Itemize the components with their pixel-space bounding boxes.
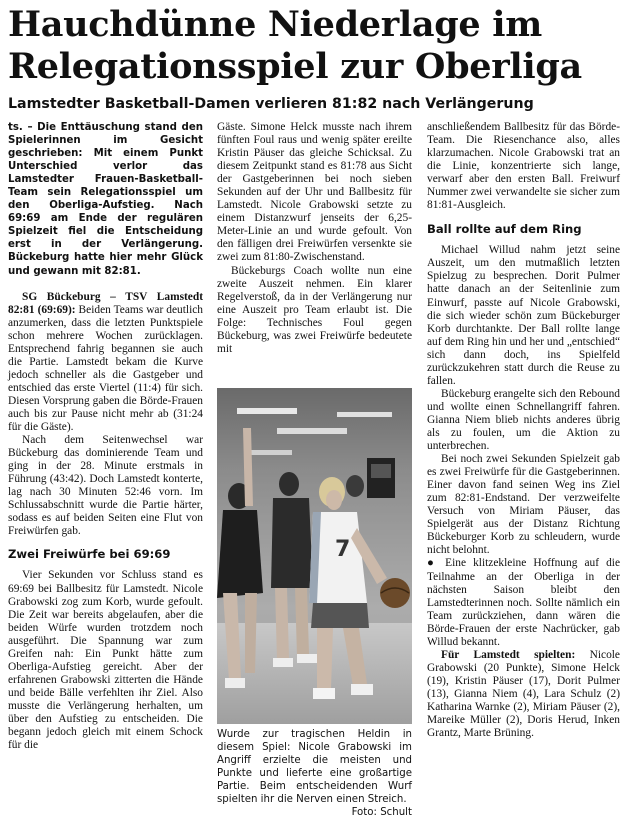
article-column-1	[8, 121, 203, 752]
article-column-2	[217, 121, 412, 356]
paragraph: ● Eine klitzekleine Hoffnung auf die Teilnahme an der Oberliga in der nächsten Saison bleibt den Lamstedterinnen noch. Sollte nämlich ein Team zurückziehen, dann wären die Börde-Frauen der erste Nachrücker, gab Willud bekannt.	[427, 557, 620, 648]
paragraph	[8, 291, 203, 435]
paragraph: Bei noch zwei Sekunden Spielzeit gab es zwei Freiwürfe für die Gastgeberinnen. Einer davon fand seinen Weg ins Ziel zum 82:81-Endstand. Der verzweifelte Versuch von Miriam Päuser, das Spielgerät aus der Distanz Richtung Bückeburger Korb zu schleudern, wurde nicht belohnt.	[427, 453, 620, 557]
paragraph: Nach dem Seitenwechsel war Bückeburg das dominierende Team und ging in der 28. Minute erstmals in Führung (43:42). Doch Lamstedt konterte, lag nach 30 Minuten 52:46 vorn. Im Schlussabschnitt wurde die Partie härter, sodass es auf beiden Seiten eine Flut von Freiwürfen gab.	[8, 434, 203, 538]
lineup-text: Nicole Grabowski (20 Punkte), Simone Helck (19), Kristin Päuser (17), Dorit Pulmer (13), Gianna Niem (4), Lara Schulz (2) Katharina Warnke (2), Miriam Päuser (2), Mareike Müller (2), Doris Herud, Inken Grantz, Marte Brüning.	[427, 648, 620, 740]
caption-text: Wurde zur tragischen Heldin in diesem Spiel: Nicole Grabowski im Angriff erzielte die meisten und Punkte und lieferte eine großartige Partie. Beim entscheidenden Wurf spielten ihr die Nerven einen Streich.	[217, 729, 412, 806]
headline-line-2: Relegationsspiel zur Oberliga	[8, 46, 582, 87]
headline-line-1: Hauchdünne Niederlage im	[8, 4, 542, 45]
paragraph: Bückeburgs Coach wollte nun eine zweite Auszeit nehmen. Ein klarer Regelverstoß, da in der Verlängerung nur eine Auszeit pro Team erlaubt ist. Die Folge: Technisches Foul gegen Bückeburg, was zwei Freiwürfe bedeutete mit	[217, 264, 412, 355]
headline	[8, 4, 620, 88]
paragraph: Gäste. Simone Helck musste nach ihrem fünften Foul raus und wenig später ereilte Kristin Päuser das gleiche Schicksal. Zu diesem Zeitpunkt stand es 81:78 aus Sicht der Gastgeberinnen bei noch sieben Sekunden auf der Uhr und Ballbesitz für Lamstedt. Nicole Grabowski setzte zu einem Distanzwurf jenseits der 6,25-Meter-Linie an und wurde gefoult. Von den fälligen drei Freiwürfen versenkte sie zwei zum 81:80-Zwischenstand.	[217, 121, 412, 264]
paragraph: Michael Willud nahm jetzt seine Auszeit, um den mutmaßlich letzten Spielzug zu besprechen. Dorit Pulmer hatte danach an der Seitenlinie zum Einwurf, passte auf Nicole Grabowski, die sich wieder schön zum Bückeburger Korb durchtankte. Der Ball rollte lange auf dem Ring hin und her und „entschied“ sich dann doch, ins Spielfeld zurückzukehren statt durch die Reuse zu fallen.	[427, 244, 620, 387]
photo-credit: Foto: Schult	[351, 807, 412, 819]
paragraph: Bückeburg erangelte sich den Rebound und wollte einen Schnellangriff fahren. Gianna Niem blieb nichts anderes übrig als zu foulen, um die Aktion zu unterbrechen.	[427, 387, 620, 453]
photo-caption	[217, 728, 412, 819]
paragraph	[427, 649, 620, 740]
article-column-3	[427, 121, 620, 740]
basketball-photo	[217, 388, 412, 724]
jersey-number: 7	[335, 537, 351, 562]
section-heading: Zwei Freiwürfe bei 69:69	[8, 547, 171, 562]
lineup-label: Für Lamstedt spielten:	[441, 648, 576, 661]
paragraph-text: Beiden Teams war deutlich anzumerken, dass die letzten Punktspiele schon mehrere Wochen zurücklagen. Entsprechend fahrig begannen sie auch die Partie. Lamstedt bekam die Kurve jedoch schneller als die Gastgeber und entschied das erste Viertel (11:4) für sich. Diesen Vorsprung gaben die Börde-Frauen auch bis zur Pause nicht mehr ab (31:24 für die Gäste).	[8, 303, 203, 434]
lead-paragraph: ts. – Die Enttäuschung stand den Spielerinnen im Gesicht geschrieben: Mit einem Punkt Unterschied verlor das Lamstedter Frauen-Basketball-Team sein Relegationsspiel um den Oberliga-Aufstieg. Nach 69:69 am Ende der regulären Spielzeit fiel die Entscheidung erst in der Verlängerung. Bückeburg hatte hier mehr Glück und gewann mit 82:81.	[8, 122, 203, 277]
section-heading: Ball rollte auf dem Ring	[427, 222, 582, 237]
paragraph: Vier Sekunden vor Schluss stand es 69:69 bei Ballbesitz für Lamstedt. Nicole Grabowski zog zum Korb, wurde gefoult. Die Zeit war bereits abgelaufen, aber die beiden Würfe wurden trotzdem noch ausgeführt. Die Spannung war zum Greifen nah: Ein Punkt hätte zum Oberliga-Aufstieg gereicht. Aber der erfahrenen Grabowski zitterten die Hände und beide Bälle verfehlten ihr Ziel. Also musste die Verlängerung herhalten, um über den Aufstieg zu entscheiden. Die begann jedoch gleich mit einem Schock für die	[8, 569, 203, 752]
subtitle: Lamstedter Basketball-Damen verlieren 81:82 nach Verlängerung	[8, 96, 534, 112]
paragraph: anschließendem Ballbesitz für das Börde-Team. Die Riesenchance also, alles klarzumachen. Nicole Grabowski trat an die Linie, konzentrierte sich lange, verwarf aber den ersten Ball. Freiwurf Nummer zwei verwandelte sie sicher zum 81:81-Ausgleich.	[427, 121, 620, 212]
match-result: SG Bückeburg – TSV Lamstedt 82:81 (69:69):	[8, 290, 203, 316]
